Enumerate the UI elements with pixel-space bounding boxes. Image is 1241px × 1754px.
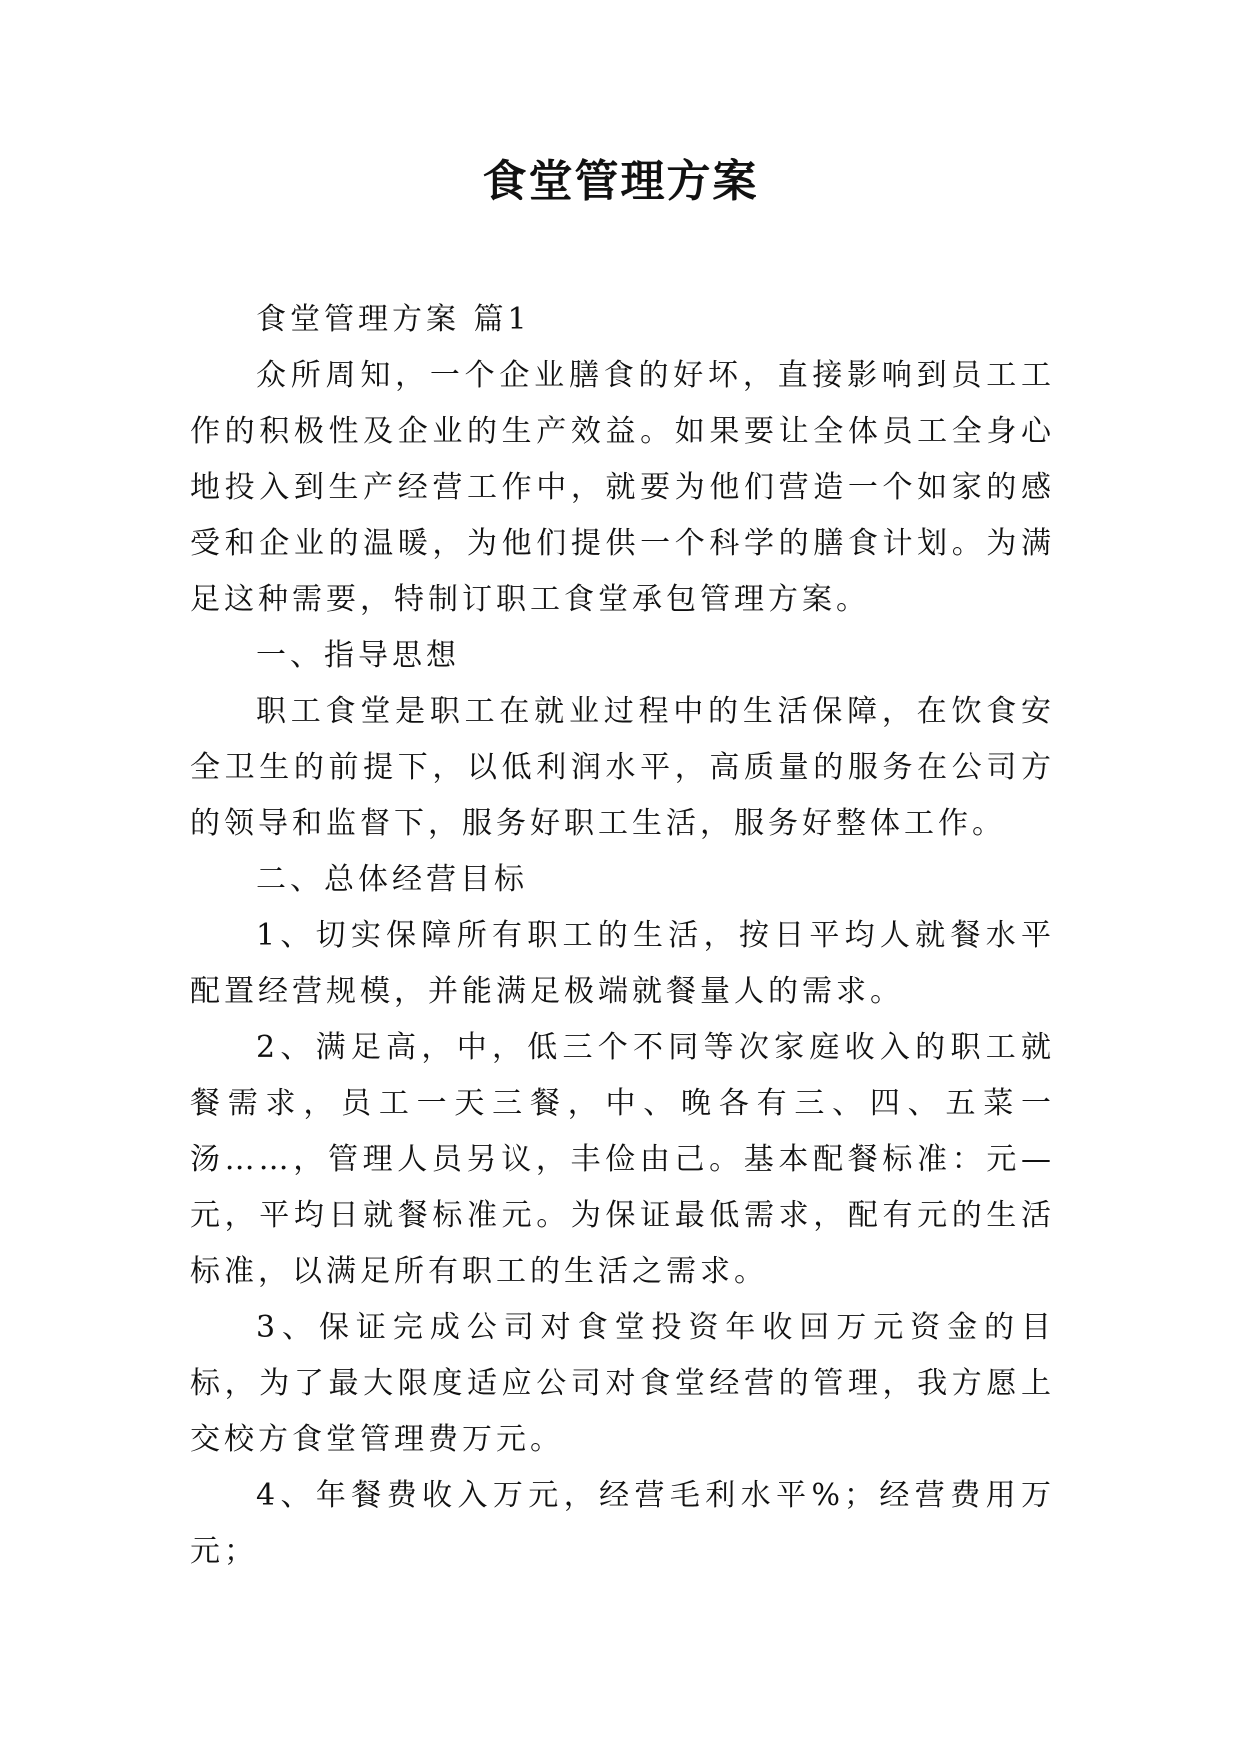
document-title: 食堂管理方案 (482, 156, 759, 207)
paragraph: 众所周知，一个企业膳食的好坏，直接影响到员工工作的积极性及企业的生产效益。如果要让全体员工全身心地投入到生产经营工作中，就要为他们营造一个如家的感受和企业的温暖，为他们提供一个科学的膳食计划。为满足这种需要，特制订职工食堂承包管理方案。 (190, 358, 1055, 617)
document-body (190, 292, 1055, 1580)
list-item: 2、满足高，中，低三个不同等次家庭收入的职工就餐需求，员工一天三餐，中、晚各有三、四、五菜一汤……，管理人员另议，丰俭由己。基本配餐标准：元—元，平均日就餐标准元。为保证最低需求，配有元的生活标准，以满足所有职工的生活之需求。 (190, 1030, 1055, 1289)
section-heading: 二、总体经营目标 (256, 862, 528, 897)
section-heading: 食堂管理方案 篇1 (256, 302, 531, 337)
list-item: 4、年餐费收入万元，经营毛利水平%；经营费用万元； (190, 1478, 1055, 1569)
list-item: 1、切实保障所有职工的生活，按日平均人就餐水平配置经营规模，并能满足极端就餐量人的需求。 (190, 918, 1055, 1009)
list-item: 3、保证完成公司对食堂投资年收回万元资金的目标，为了最大限度适应公司对食堂经营的管理，我方愿上交校方食堂管理费万元。 (190, 1310, 1055, 1457)
paragraph: 职工食堂是职工在就业过程中的生活保障，在饮食安全卫生的前提下，以低利润水平，高质量的服务在公司方的领导和监督下，服务好职工生活，服务好整体工作。 (190, 694, 1055, 841)
section-heading: 一、指导思想 (256, 638, 460, 673)
